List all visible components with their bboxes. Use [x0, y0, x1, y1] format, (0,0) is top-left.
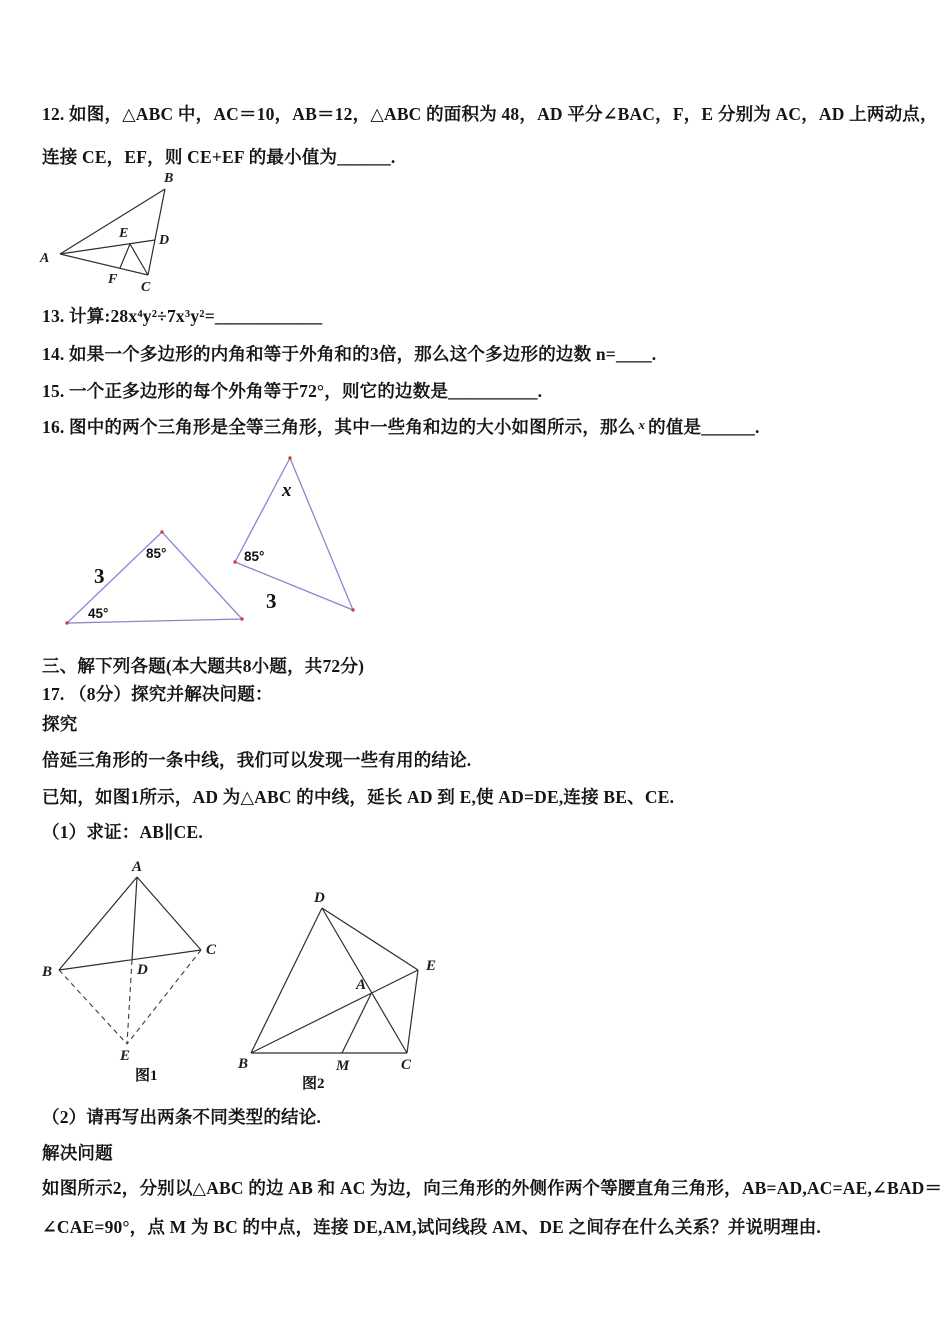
right-var-label: x [282, 480, 292, 501]
label-d: D [314, 890, 325, 906]
paragraph-given: 已知，如图1所示，AD 为△ABC 的中线，延长 AD 到 E,使 AD=DE,连接 BE、CE. [42, 787, 675, 807]
label-m: M [336, 1058, 350, 1074]
label-e: E [120, 1048, 131, 1064]
label-c: C [141, 280, 151, 295]
label-a: A [40, 251, 50, 266]
edge-ac [60, 254, 148, 275]
q16-figure [60, 448, 380, 633]
part-1-prove: （1）求证：AB∥CE. [42, 822, 203, 842]
edge-bc [148, 189, 165, 275]
vertex-dot [240, 617, 243, 620]
question-16-prefix: 16. 图中的两个三角形是全等三角形，其中一些角和边的大小如图所示，那么 [42, 417, 636, 437]
question-16-variable: x [638, 417, 646, 432]
edge-ec [130, 244, 148, 275]
right-triangle [235, 458, 353, 610]
label-a: A [132, 859, 143, 875]
left-angle-top: 85° [146, 546, 167, 561]
edge-de-dashed [127, 960, 132, 1044]
solve-paragraph-line1: 如图所示2，分别以△ABC 的边 AB 和 AC 为边，向三角形的外侧作两个等腰直角三角形，AB=AD,AC=AE,∠BAD＝ [42, 1178, 943, 1198]
edge-ab [60, 189, 165, 254]
vertex-dot [351, 608, 354, 611]
edge-be-dashed [59, 970, 127, 1044]
solve-paragraph-line2: ∠CAE=90°，点 M 为 BC 的中点，连接 DE,AM,试问线段 AM、DE 之间存在什么关系？并说明理由. [42, 1217, 821, 1237]
vertex-dot [233, 560, 236, 563]
edge-ec [407, 970, 418, 1053]
question-15: 15. 一个正多边形的每个外角等于72°，则它的边数是__________. [42, 381, 543, 401]
label-e: E [119, 226, 129, 241]
label-c: C [401, 1057, 412, 1073]
part-2-text: （2）请再写出两条不同类型的结论. [42, 1107, 322, 1127]
fig2-caption: 图2 [302, 1076, 325, 1092]
edge-ef [120, 244, 130, 268]
question-16 [42, 414, 760, 439]
edge-ad [60, 240, 155, 254]
question-13: 13. 计算:28x⁴y²÷7x³y²=____________ [42, 306, 323, 326]
label-c: C [206, 942, 217, 958]
edge-be-through-a [251, 970, 418, 1053]
fig2-figure [230, 868, 465, 1098]
right-side-label: 3 [266, 589, 277, 613]
question-14: 14. 如果一个多边形的内角和等于外角和的3倍，那么这个多边形的边数 n=____. [42, 344, 657, 364]
label-a: A [356, 977, 367, 993]
edge-ac [137, 877, 201, 950]
label-b: B [42, 964, 53, 980]
explore-label: 探究 [42, 714, 78, 734]
edge-am [342, 994, 371, 1053]
label-b: B [164, 171, 174, 186]
vertex-dot [65, 621, 68, 624]
question-16-suffix: 的值是______. [648, 417, 760, 437]
question-17-heading: 17. （8分）探究并解决问题： [42, 684, 273, 704]
vertex-dot [160, 530, 163, 533]
left-angle-bottom: 45° [88, 606, 109, 621]
left-side-label: 3 [94, 564, 105, 588]
label-d: D [159, 233, 170, 248]
q12-figure [35, 165, 255, 295]
edge-ab [59, 877, 137, 970]
edge-ad [132, 877, 137, 960]
label-e: E [426, 958, 437, 974]
fig1-figure [35, 858, 260, 1093]
label-f: F [108, 272, 118, 287]
edge-bd [251, 908, 322, 1053]
section-3-heading: 三、解下列各题(本大题共8小题，共72分) [42, 656, 365, 676]
label-d: D [137, 962, 148, 978]
question-12-line1: 12. 如图，△ABC 中，AC＝10，AB＝12，△ABC 的面积为 48，AD 平分∠BAC，F，E 分别为 AC，AD 上两动点， [42, 104, 938, 124]
label-b: B [238, 1056, 249, 1072]
edge-de [322, 908, 418, 970]
solve-label: 解决问题 [42, 1143, 113, 1163]
paragraph-median: 倍延三角形的一条中线，我们可以发现一些有用的结论. [42, 750, 472, 770]
edge-bc [59, 950, 201, 970]
question-12-line2: 连接 CE，EF，则 CE+EF 的最小值为______. [42, 147, 396, 167]
fig1-caption: 图1 [135, 1068, 158, 1084]
right-angle: 85° [244, 549, 265, 564]
vertex-dot [288, 456, 291, 459]
